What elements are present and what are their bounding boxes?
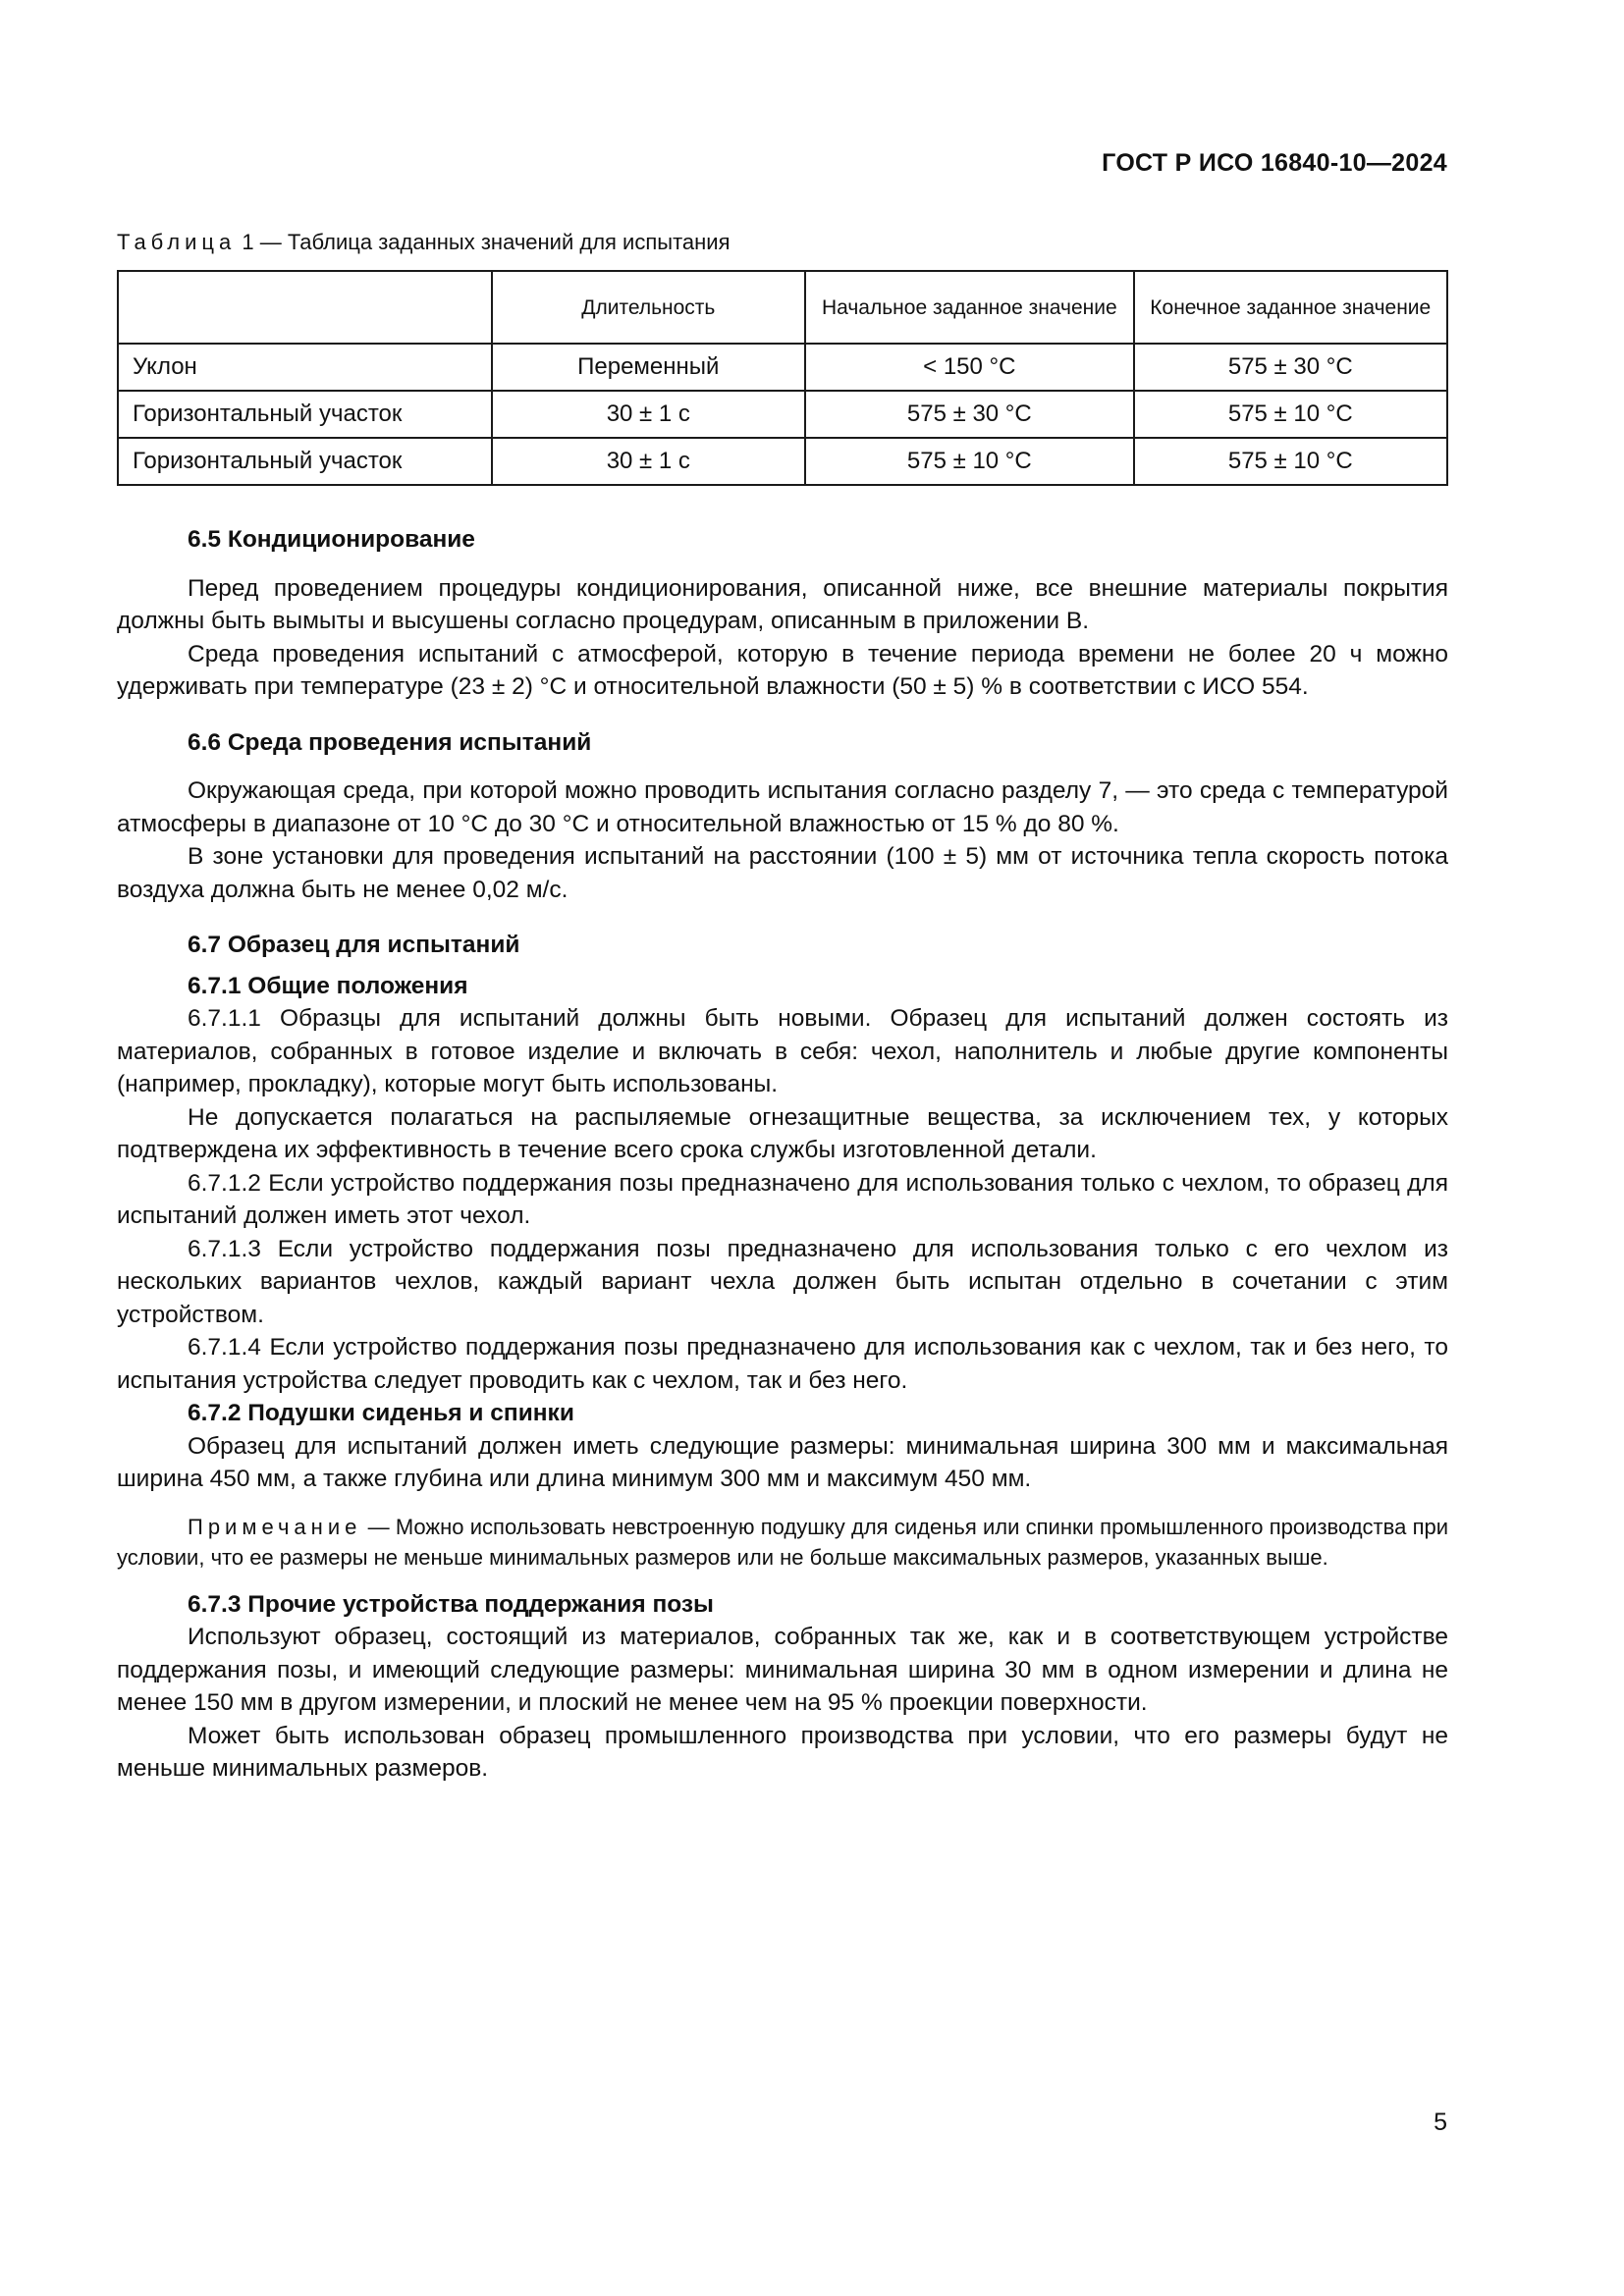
paragraph: Используют образец, состоящий из материалов, собранных так же, как и в соответствующем устройстве поддержания позы, и имеющий следующие размеры: минимальная ширина 30 мм в одном измерении и длина не менее 150 мм в другом измерении, и плоский не менее чем на 95 % проекции поверхности. — [117, 1624, 1448, 1716]
table-caption-text: 1 — Таблица заданных значений для испытания — [236, 230, 731, 254]
section-heading-6-6: 6.6 Среда проведения испытаний — [188, 728, 592, 756]
paragraph: Не допускается полагаться на распыляемые огнезащитные вещества, за исключением тех, у которых подтверждена их эффективность в течение всего срока службы изготовленной детали. — [117, 1103, 1448, 1163]
table-cell: 30 ± 1 с — [492, 391, 806, 438]
table-cell: Переменный — [492, 344, 806, 391]
section-heading-6-7-1: 6.7.1 Общие положения — [188, 972, 468, 999]
table-header-cell — [118, 271, 492, 344]
table-header-cell: Длительность — [492, 271, 806, 344]
table-cell: 30 ± 1 с — [492, 438, 806, 485]
table-header-row — [118, 271, 1447, 344]
table-cell: < 150 °C — [805, 344, 1133, 391]
section-heading-6-7-2: 6.7.2 Подушки сиденья и спинки — [188, 1400, 574, 1426]
section-heading-6-5: 6.5 Кондиционирование — [188, 526, 475, 553]
page-number: 5 — [1434, 2109, 1447, 2136]
parameters-table — [117, 270, 1448, 486]
table-row — [118, 438, 1447, 485]
table-cell: 575 ± 30 °C — [1134, 344, 1447, 391]
paragraph: Может быть использован образец промышленного производства при условии, что его размеры будут не меньше минимальных размеров. — [117, 1722, 1448, 1782]
document-header: ГОСТ Р ИСО 16840-10—2024 — [1102, 149, 1447, 177]
paragraph: 6.7.1.3 Если устройство поддержания позы предназначено для использования только с его чехлом из нескольких вариантов чехлов, каждый вариант чехла должен быть испытан отдельно в сочетании с этим устройством. — [117, 1235, 1448, 1328]
paragraph: 6.7.1.4 Если устройство поддержания позы предназначено для использования как с чехлом, так и без него, то испытания устройства следует проводить как с чехлом, так и без него. — [117, 1334, 1448, 1394]
table-row — [118, 391, 1447, 438]
section-heading-6-7: 6.7 Образец для испытаний — [188, 932, 520, 958]
paragraph: 6.7.1.2 Если устройство поддержания позы предназначено для использования только с чехлом, то образец для испытаний должен иметь этот чехол. — [117, 1169, 1448, 1229]
note-label: Примечание — [188, 1514, 362, 1539]
table-cell: Горизонтальный участок — [118, 438, 492, 485]
table-header-cell: Конечное заданное значение — [1134, 271, 1447, 344]
table-header-cell: Начальное заданное значение — [805, 271, 1133, 344]
table-cell: 575 ± 10 °C — [1134, 438, 1447, 485]
note-text: — Можно использовать невстроенную подушку для сиденья или спинки промышленного производства при условии, что ее размеры не меньше минимальных размеров или не больше максимальных размеров, указанных выше. — [117, 1514, 1448, 1570]
table-cell: Уклон — [118, 344, 492, 391]
document-body — [117, 523, 1448, 1786]
table-caption-label: Таблица — [117, 230, 237, 254]
table-caption — [117, 230, 730, 255]
paragraph: Среда проведения испытаний с атмосферой, которую в течение периода времени не более 20 ч можно удерживать при температуре (23 ± 2) °C и относительной влажности (50 ± 5) % в соответствии с ИСО 554. — [117, 640, 1448, 700]
paragraph: 6.7.1.1 Образцы для испытаний должны быть новыми. Образец для испытаний должен состоять из материалов, собранных в готовое изделие и включать в себя: чехол, наполнитель и любые другие компоненты (например, прокладку), которые могут быть использованы. — [117, 1005, 1448, 1097]
paragraph: Образец для испытаний должен иметь следующие размеры: минимальная ширина 300 мм и максимальная ширина 450 мм, а также глубина или длина минимум 300 мм и максимум 450 мм. — [117, 1432, 1448, 1492]
section-heading-6-7-3: 6.7.3 Прочие устройства поддержания позы — [188, 1590, 714, 1618]
table-cell: 575 ± 10 °C — [805, 438, 1133, 485]
table-cell: Горизонтальный участок — [118, 391, 492, 438]
table-cell: 575 ± 10 °C — [1134, 391, 1447, 438]
paragraph: В зоне установки для проведения испытаний на расстоянии (100 ± 5) мм от источника тепла скорость потока воздуха должна быть не менее 0,02 м/с. — [117, 843, 1448, 903]
table-row — [118, 344, 1447, 391]
paragraph: Окружающая среда, при которой можно проводить испытания согласно разделу 7, — это среда с температурой атмосферы в диапазоне от 10 °C до 30 °C и относительной влажностью от 15 % до 80 %. — [117, 777, 1448, 837]
paragraph: Перед проведением процедуры кондиционирования, описанной ниже, все внешние материалы покрытия должны быть вымыты и высушены согласно процедурам, описанным в приложении B. — [117, 574, 1448, 634]
note — [117, 1512, 1448, 1573]
table-cell: 575 ± 30 °C — [805, 391, 1133, 438]
